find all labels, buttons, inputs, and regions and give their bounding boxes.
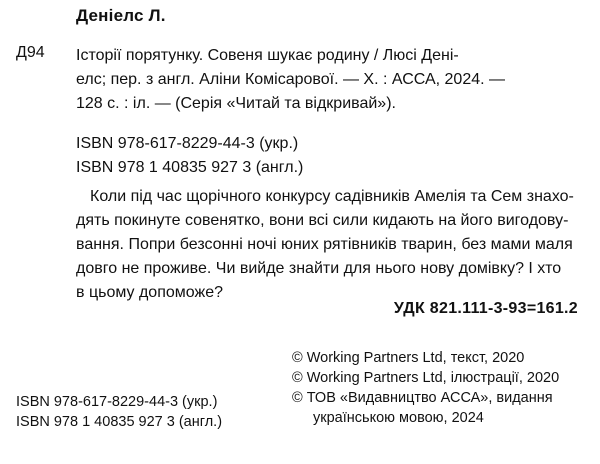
isbn-block-bottom xyxy=(16,392,222,432)
annotation-line: вання. Попри безсонні ночі юних рятівників тварин, без мами маля xyxy=(76,236,573,253)
isbn-ukr: ISBN 978-617-8229-44-3 (укр.) xyxy=(76,135,299,152)
udk-code: УДК 821.111-3-93=161.2 xyxy=(393,300,578,317)
copyright-line: © Working Partners Ltd, ілюстрації, 2020 xyxy=(292,370,560,386)
annotation-line: в цьому допоможе? xyxy=(76,284,223,301)
isbn-ukr: ISBN 978-617-8229-44-3 (укр.) xyxy=(16,394,218,410)
annotation-line: дять покинуте совенятко, вони всі сили кидають на його вигодову- xyxy=(76,212,569,229)
isbn-eng: ISBN 978 1 40835 927 3 (англ.) xyxy=(16,414,223,430)
annotation-line: Коли під час щорічного конкурсу садівників Амелія та Сем знахо- xyxy=(90,188,574,205)
isbn-block-top xyxy=(76,132,303,180)
bibliographic-entry xyxy=(76,44,586,116)
entry-line: елс; пер. з англ. Аліни Комісарової. — Х. : АССА, 2024. — xyxy=(76,71,505,88)
annotation xyxy=(76,185,588,305)
copyright-line: © Working Partners Ltd, текст, 2020 xyxy=(292,350,525,366)
isbn-eng: ISBN 978 1 40835 927 3 (англ.) xyxy=(76,159,304,176)
copyright-line: © ТОВ «Видавництво АССА», видання xyxy=(292,390,553,406)
copyright-line: українською мовою, 2024 xyxy=(313,410,484,426)
entry-line: 128 с. : іл. — (Серія «Читай та відкривай»). xyxy=(76,95,396,112)
author-name: Деніелс Л. xyxy=(76,6,166,25)
catalog-code: Д94 xyxy=(16,44,45,61)
copyright-block xyxy=(292,348,559,428)
entry-line: Історії порятунку. Совеня шукає родину / Люсі Дені- xyxy=(76,47,459,64)
annotation-line: довго не проживе. Чи вийде знайти для нього нову домівку? І хто xyxy=(76,260,562,277)
